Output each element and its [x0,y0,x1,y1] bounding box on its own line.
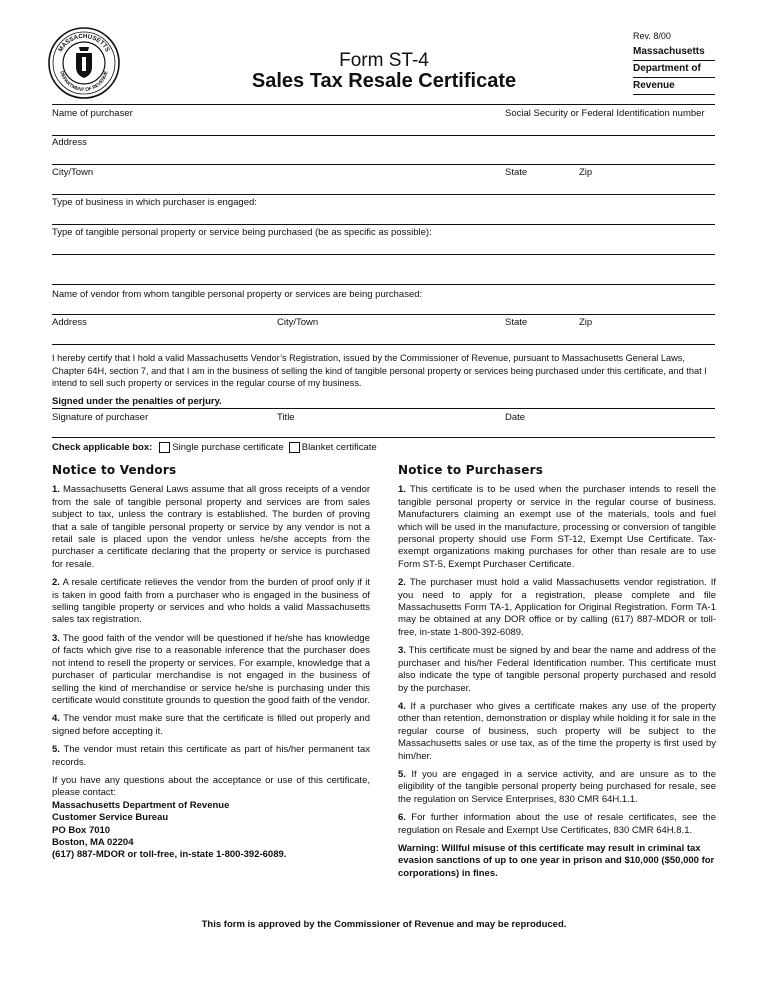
dept-line-3: Revenue [633,78,715,95]
purchaser-name-field[interactable] [52,104,715,136]
vendor-address-field[interactable] [52,314,715,345]
vendors-heading: Notice to Vendors [52,463,177,477]
property-type-field-line-2[interactable] [52,254,715,285]
notice-to-purchasers [398,464,716,886]
vendor-name-field[interactable] [52,284,715,315]
perjury-statement: Signed under the penalties of perjury. [52,396,222,407]
purchaser-name-label: Name of purchaser [52,108,133,119]
address-label: Address [52,137,87,148]
contact-city: Boston, MA 02204 [52,836,134,848]
form-number: Form ST-4 [339,50,429,71]
purchaser-item: 3. This certificate must be signed by and bear the name and address of the purchaser and his/her Federal Identification number. This certificate must also indicate the type of tangible personal property purchased and resold by the purchaser. [398,645,716,694]
single-purchase-checkbox[interactable] [159,442,170,453]
business-type-field[interactable] [52,194,715,225]
title-label: Title [277,412,295,423]
vendor-item: 1. Massachusetts General Laws assume that all gross receipts of a vendor from the sale of tangible personal property and services are from sales subject to tax, unless the contrary is established. The burden of proving that a sale of tangible personal property or service by any vendor is not a retail sale is placed upon the vendor unless he/she accepts from the purchaser a certificate declaring that the property or service is purchased for resale. [52,484,371,570]
vendor-item: 2. A resale certificate relieves the vendor from the burden of proof only if it is taken in good faith from a purchaser who is engaged in the business of selling tangible property or services and who holds a valid Massachusetts sales tax registration. [52,577,370,626]
vendor-state-label: State [505,317,528,328]
city-town-label: City/Town [52,167,94,178]
property-type-field[interactable] [52,224,715,255]
dept-line-1: Massachusetts [633,44,715,61]
business-type-label: Type of business in which purchaser is engaged: [52,197,257,208]
date-label: Date [505,412,526,423]
vendor-item: 3. The good faith of the vendor will be questioned if he/she has knowledge of facts which give rise to a reasonable inference that the purchaser does not intend to resell the property or services. For example, knowledge that a purchaser of particular merchandise is not engaged in the business of selling the kind of merchandise or service he/she is purchasing under this certificate would constitute grounds to question the good faith of the vendor. [52,632,370,706]
footer-note: This form is approved by the Commissioner of Revenue and may be reproduced. [201,919,567,930]
state-label: State [505,167,528,178]
signature-row[interactable] [52,408,715,438]
signature-label: Signature of purchaser [52,412,149,423]
certification-text: I hereby certify that I hold a valid Massachusetts Vendor’s Registration, issued by the Commissioner of Revenue, pursuant to Massachusetts General Laws, Chapter 64H, section 7, and that I am in the business of selling the kind of tangible personal property or services being purchased under this certificate, and that I intend to sell such property or services in the regular course of my business. [52,353,707,388]
purchaser-item: 2. The purchaser must hold a valid Massachusetts vendor registration. If you need to apply for a registration, please complete and file Massachusetts Form TA-1, Application for Original Registration. Form TA-1 may be obtained at any DOR office or by calling (617) 887-MDOR or toll-free, in-state 1-800-392-6089. [398,577,716,638]
revision-label: Rev. 8/00 [633,31,671,41]
notice-to-vendors [52,464,370,862]
contact-po-box: PO Box 7010 [52,824,111,836]
purchaser-item: 4. If a purchaser who gives a certificate makes any use of the property other than retention, demonstration or display while holding it for sale in the regular course of business, such property will be subject to the Massachusetts sales or use tax, as of the time the property is first used by him/her. [398,700,717,762]
vendor-item: 4. The vendor must make sure that the certificate is filled out properly and signed before accepting it. [52,713,370,737]
form-title: Sales Tax Resale Certificate [251,70,517,92]
contact-bureau: Customer Service Bureau [52,812,169,824]
purchaser-item: 1. This certificate is to be used when the purchaser intends to resell the tangible personal property or service in the regular course of business. Manufacturers claiming an exempt use of the materials, tools and fuel which will be used in the manufacture, processing or conversion of tangible personal property should use Form ST-12, Exempt Use Certificate. Tax-exempt organizations making purchases for other than resale are to use Form ST-5, Exempt Purchaser Certificate. [398,484,717,570]
blanket-label: Blanket certificate [301,442,377,453]
warning-text: Warning: Willful misuse of this certificate may result in criminal tax evasion sanctions of up to one year in prison and $10,000 ($50,000 for corporations) in fines. [398,842,715,879]
contact-dept: Massachusetts Department of Revenue [52,799,230,811]
zip-label: Zip [579,167,593,178]
property-type-label: Type of tangible personal property or service being purchased (be as specific as possible): [52,227,432,238]
vendor-city-label: City/Town [277,317,319,328]
vendor-name-label: Name of vendor from whom tangible personal property or services are being purchased: [52,289,423,300]
single-purchase-label: Single purchase certificate [172,442,284,453]
vendor-item: 5. The vendor must retain this certificate as part of his/her permanent tax records. [52,744,371,768]
contact-block [52,800,370,862]
vendor-address-label: Address [52,317,87,328]
check-label: Check applicable box: [52,442,153,453]
purchasers-heading: Notice to Purchasers [398,463,544,477]
questions-text: If you have any questions about the acceptance or use of this certificate, please contact: [52,774,370,799]
blanket-checkbox[interactable] [289,442,300,453]
address-field[interactable] [52,134,715,165]
dept-line-2: Department of [633,61,715,78]
ssn-fid-label: Social Security or Federal Identification number [505,108,705,119]
check-applicable-box [52,442,377,453]
city-state-zip-field[interactable] [52,164,715,195]
seal-text-top: MASSACHUSETTS [57,32,111,54]
vendor-zip-label: Zip [579,317,593,328]
contact-phone: (617) 887-MDOR or toll-free, in-state 1-800-392-6089. [52,849,287,861]
purchaser-item: 6. For further information about the use of resale certificates, see the regulation on Resale and Exempt Use Certificates, 830 CMR 64H.8.1. [398,812,716,836]
seal-text-bottom: DEPARTMENT OF REVENUE [58,70,110,94]
purchaser-item: 5. If you are engaged in a service activity, and are unsure as to the eligibility of the tangible personal property being purchased for resale, see the regulation on Service Enterprises, 830 CMR 64H.1.1. [398,768,716,805]
